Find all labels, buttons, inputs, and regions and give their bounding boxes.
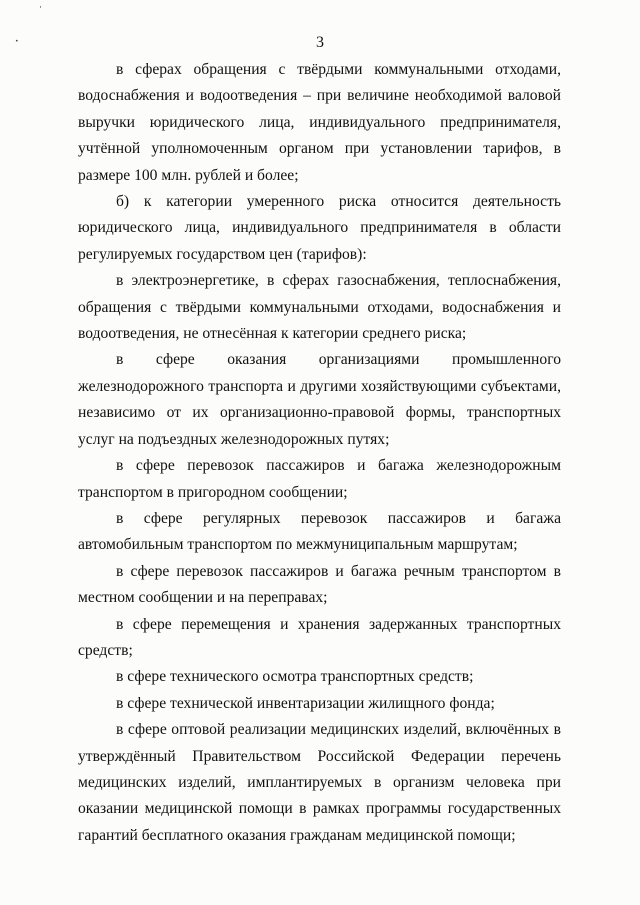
scan-artifact-mark: ˊ <box>37 5 47 17</box>
paragraph-intermunicipal-bus: в сфере регулярных перевозок пассажиров и багажа автомобильным транспортом по межмуниципальным маршрутам; <box>78 509 561 554</box>
paragraph-moderate-risk-heading: б) к категории умеренного риска относится деятельность юридического лица, индивидуального предпринимателя в области регулируемых государством цен (тарифов): <box>78 193 561 263</box>
paragraph-industrial-rail-transport: в сфере оказания организациями промышленного железнодорожного транспорта и другими хозяйствующими субъектами, независимо от их организационно-правовой формы, транспортных услуг на подъездных железнодорожных путях; <box>78 351 561 448</box>
paragraph-suburban-rail: в сфере перевозок пассажиров и багажа железнодорожным транспортом в пригородном сообщении; <box>78 457 561 501</box>
paragraph-impounded-vehicles: в сфере перемещения и хранения задержанных транспортных средств; <box>78 615 561 659</box>
paragraph-housing-inventory: в сфере технической инвентаризации жилищного фонда; <box>116 694 495 712</box>
document-body <box>78 57 561 849</box>
paragraph-medical-devices: в сфере оптовой реализации медицинских изделий, включённых в утверждённый Правительством Российской Федерации перечень медицинских изделий, имплантируемых в организм человека при оказании медицинской помощи в рамках программы государственных гарантий бесплатного оказания гражданам медицинской помощи; <box>78 721 561 844</box>
paragraph-technical-inspection: в сфере технического осмотра транспортных средств; <box>116 668 474 686</box>
paragraph-energy-utilities: в электроэнергетике, в сферах газоснабжения, теплоснабжения, обращения с твёрдыми коммунальными отходами, водоснабжения и водоотведения, не отнесённая к категории среднего риска; <box>78 272 561 343</box>
page-number: 3 <box>316 34 324 51</box>
paragraph-river-transport: в сфере перевозок пассажиров и багажа речным транспортом в местном сообщении и на переправах; <box>78 562 561 607</box>
scan-artifact-dot: • <box>15 38 19 45</box>
paragraph-tariff-threshold: в сферах обращения с твёрдыми коммунальными отходами, водоснабжения и водоотведения – при величине необходимой валовой выручки юридического лица, индивидуального предпринимателя, учтённой уполномоченным органом при установлении тарифов, в размере 100 млн. рублей и более; <box>78 61 561 184</box>
